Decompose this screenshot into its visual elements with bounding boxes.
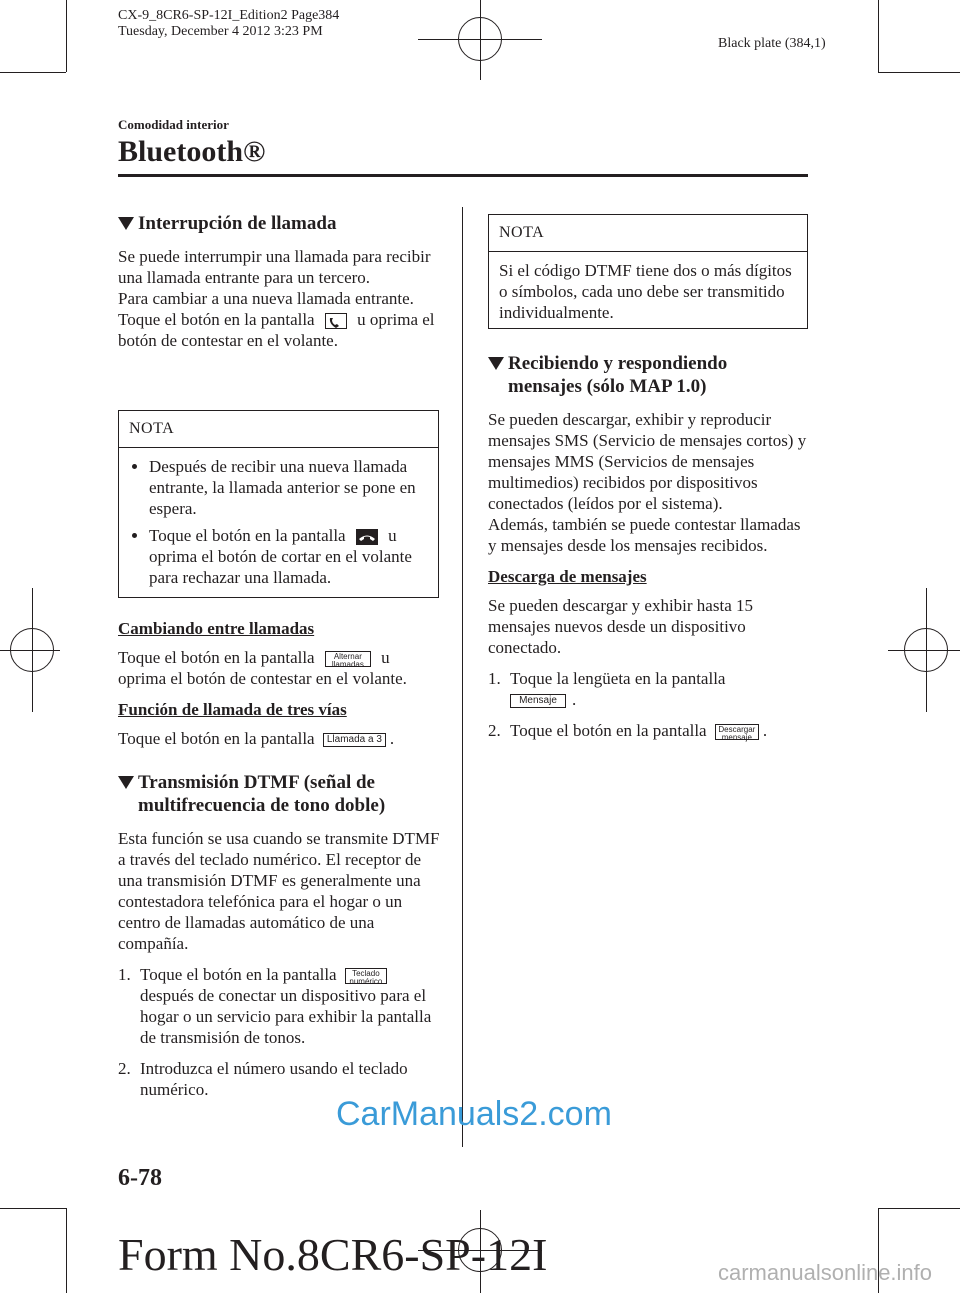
subheading-download: Descarga de mensajes bbox=[488, 567, 647, 586]
triangle-bullet-icon bbox=[118, 776, 134, 789]
phone-hangup-icon bbox=[356, 529, 378, 545]
heading-dtmf: Transmisión DTMF (señal de multifrecuencia de tono doble) bbox=[118, 771, 440, 817]
note-box bbox=[488, 214, 808, 329]
paragraph: Para cambiar a una nueva llamada entrante. bbox=[118, 289, 414, 308]
paragraph: Se puede interrumpir una llamada para recibir una llamada entrante para un tercero. bbox=[118, 247, 431, 287]
llamada-a-3-button[interactable]: Llamada a 3 bbox=[323, 733, 386, 747]
crop-mark bbox=[0, 1208, 66, 1209]
chapter-title: Bluetooth® bbox=[118, 135, 266, 168]
plate-label: Black plate (384,1) bbox=[718, 36, 826, 51]
subheading-three-way: Función de llamada de tres vías bbox=[118, 700, 347, 719]
phone-answer-icon bbox=[325, 313, 347, 329]
note-text: Si el código DTMF tiene dos o más dígitos o símbolos, cada uno debe ser transmitido individualmente. bbox=[499, 261, 792, 322]
paragraph: Toque el botón en la pantalla Alternar llamadas u oprima el botón de contestar en el volante. bbox=[118, 648, 407, 688]
paragraph: Se pueden descargar, exhibir y reproducir mensajes SMS (Servicio de mensajes cortos) y mensajes MMS (Servicios de mensajes multimedios) recibidos por dispositivos conectados (leídos por el sistema). bbox=[488, 410, 807, 513]
note-bullet: Toque el botón en la pantalla u oprima el botón de cortar en el volante para rechazar una llamada. bbox=[129, 525, 428, 588]
step: 2. Toque el botón en la pantalla Descargar mensaje . bbox=[488, 721, 768, 743]
note-title: NOTA bbox=[489, 215, 807, 252]
paragraph: Toque el botón en la pantalla Llamada a 3 . bbox=[118, 729, 395, 748]
note-title: NOTA bbox=[119, 411, 438, 448]
paragraph: Además, también se puede contestar llamadas y mensajes desde los mensajes recibidos. bbox=[488, 515, 801, 555]
crop-mark bbox=[878, 72, 960, 73]
crop-mark bbox=[66, 1208, 67, 1293]
step: 1. Toque el botón en la pantalla Teclado numérico después de conectar un dispositivo para el hogar o un servicio para exhibir la pantalla de transmisión de tonos. bbox=[118, 965, 432, 1047]
subheading-switch: Cambiando entre llamadas bbox=[118, 619, 315, 638]
section-title: Comodidad interior bbox=[118, 117, 229, 132]
paragraph: Se pueden descargar y exhibir hasta 15 mensajes nuevos desde un dispositivo conectado. bbox=[488, 596, 753, 657]
watermark-secondary[interactable]: carmanualsonline.info bbox=[718, 1260, 933, 1285]
watermark[interactable]: CarManuals2.com bbox=[336, 1095, 612, 1133]
paragraph: Toque el botón en la pantalla u oprima el botón de contestar en el volante. bbox=[118, 310, 435, 350]
page-number: 6-78 bbox=[118, 1165, 162, 1191]
crop-mark bbox=[0, 72, 66, 73]
triangle-bullet-icon bbox=[118, 217, 134, 230]
heading-messages: Recibiendo y respondiendo mensajes (sólo MAP 1.0) bbox=[488, 352, 810, 398]
crop-mark bbox=[878, 0, 879, 72]
heading-interruption: Interrupción de llamada bbox=[118, 212, 440, 235]
form-number: Form No.8CR6-SP-12I bbox=[118, 1229, 548, 1280]
column-divider bbox=[462, 207, 463, 1147]
mensaje-tab[interactable]: Mensaje bbox=[510, 694, 566, 708]
paragraph: Esta función se usa cuando se transmite DTMF a través del teclado numérico. El receptor de una transmisión DTMF es generalmente una contestadora telefónica para el hogar o un centro de llamadas automático de una compañía. bbox=[118, 829, 440, 953]
teclado-numerico-button[interactable]: Teclado numérico bbox=[345, 968, 387, 984]
alternar-button[interactable]: Alternar llamadas bbox=[325, 651, 371, 667]
descargar-mensaje-button[interactable]: Descargar mensaje bbox=[715, 724, 759, 740]
header-rule bbox=[118, 174, 808, 177]
crop-mark bbox=[878, 1208, 960, 1209]
step: 2. Introduzca el número usando el teclado numérico. bbox=[118, 1059, 408, 1099]
crop-mark bbox=[66, 0, 67, 72]
note-box bbox=[118, 410, 439, 598]
step: 1. Toque la lengüeta en la pantalla Mensaje . bbox=[488, 669, 726, 709]
triangle-bullet-icon bbox=[488, 357, 504, 370]
date-info: Tuesday, December 4 2012 3:23 PM bbox=[118, 24, 323, 39]
note-bullet: Después de recibir una nueva llamada entrante, la llamada anterior se pone en espera. bbox=[129, 456, 428, 519]
file-info: CX-9_8CR6-SP-12I_Edition2 Page384 bbox=[118, 8, 340, 23]
